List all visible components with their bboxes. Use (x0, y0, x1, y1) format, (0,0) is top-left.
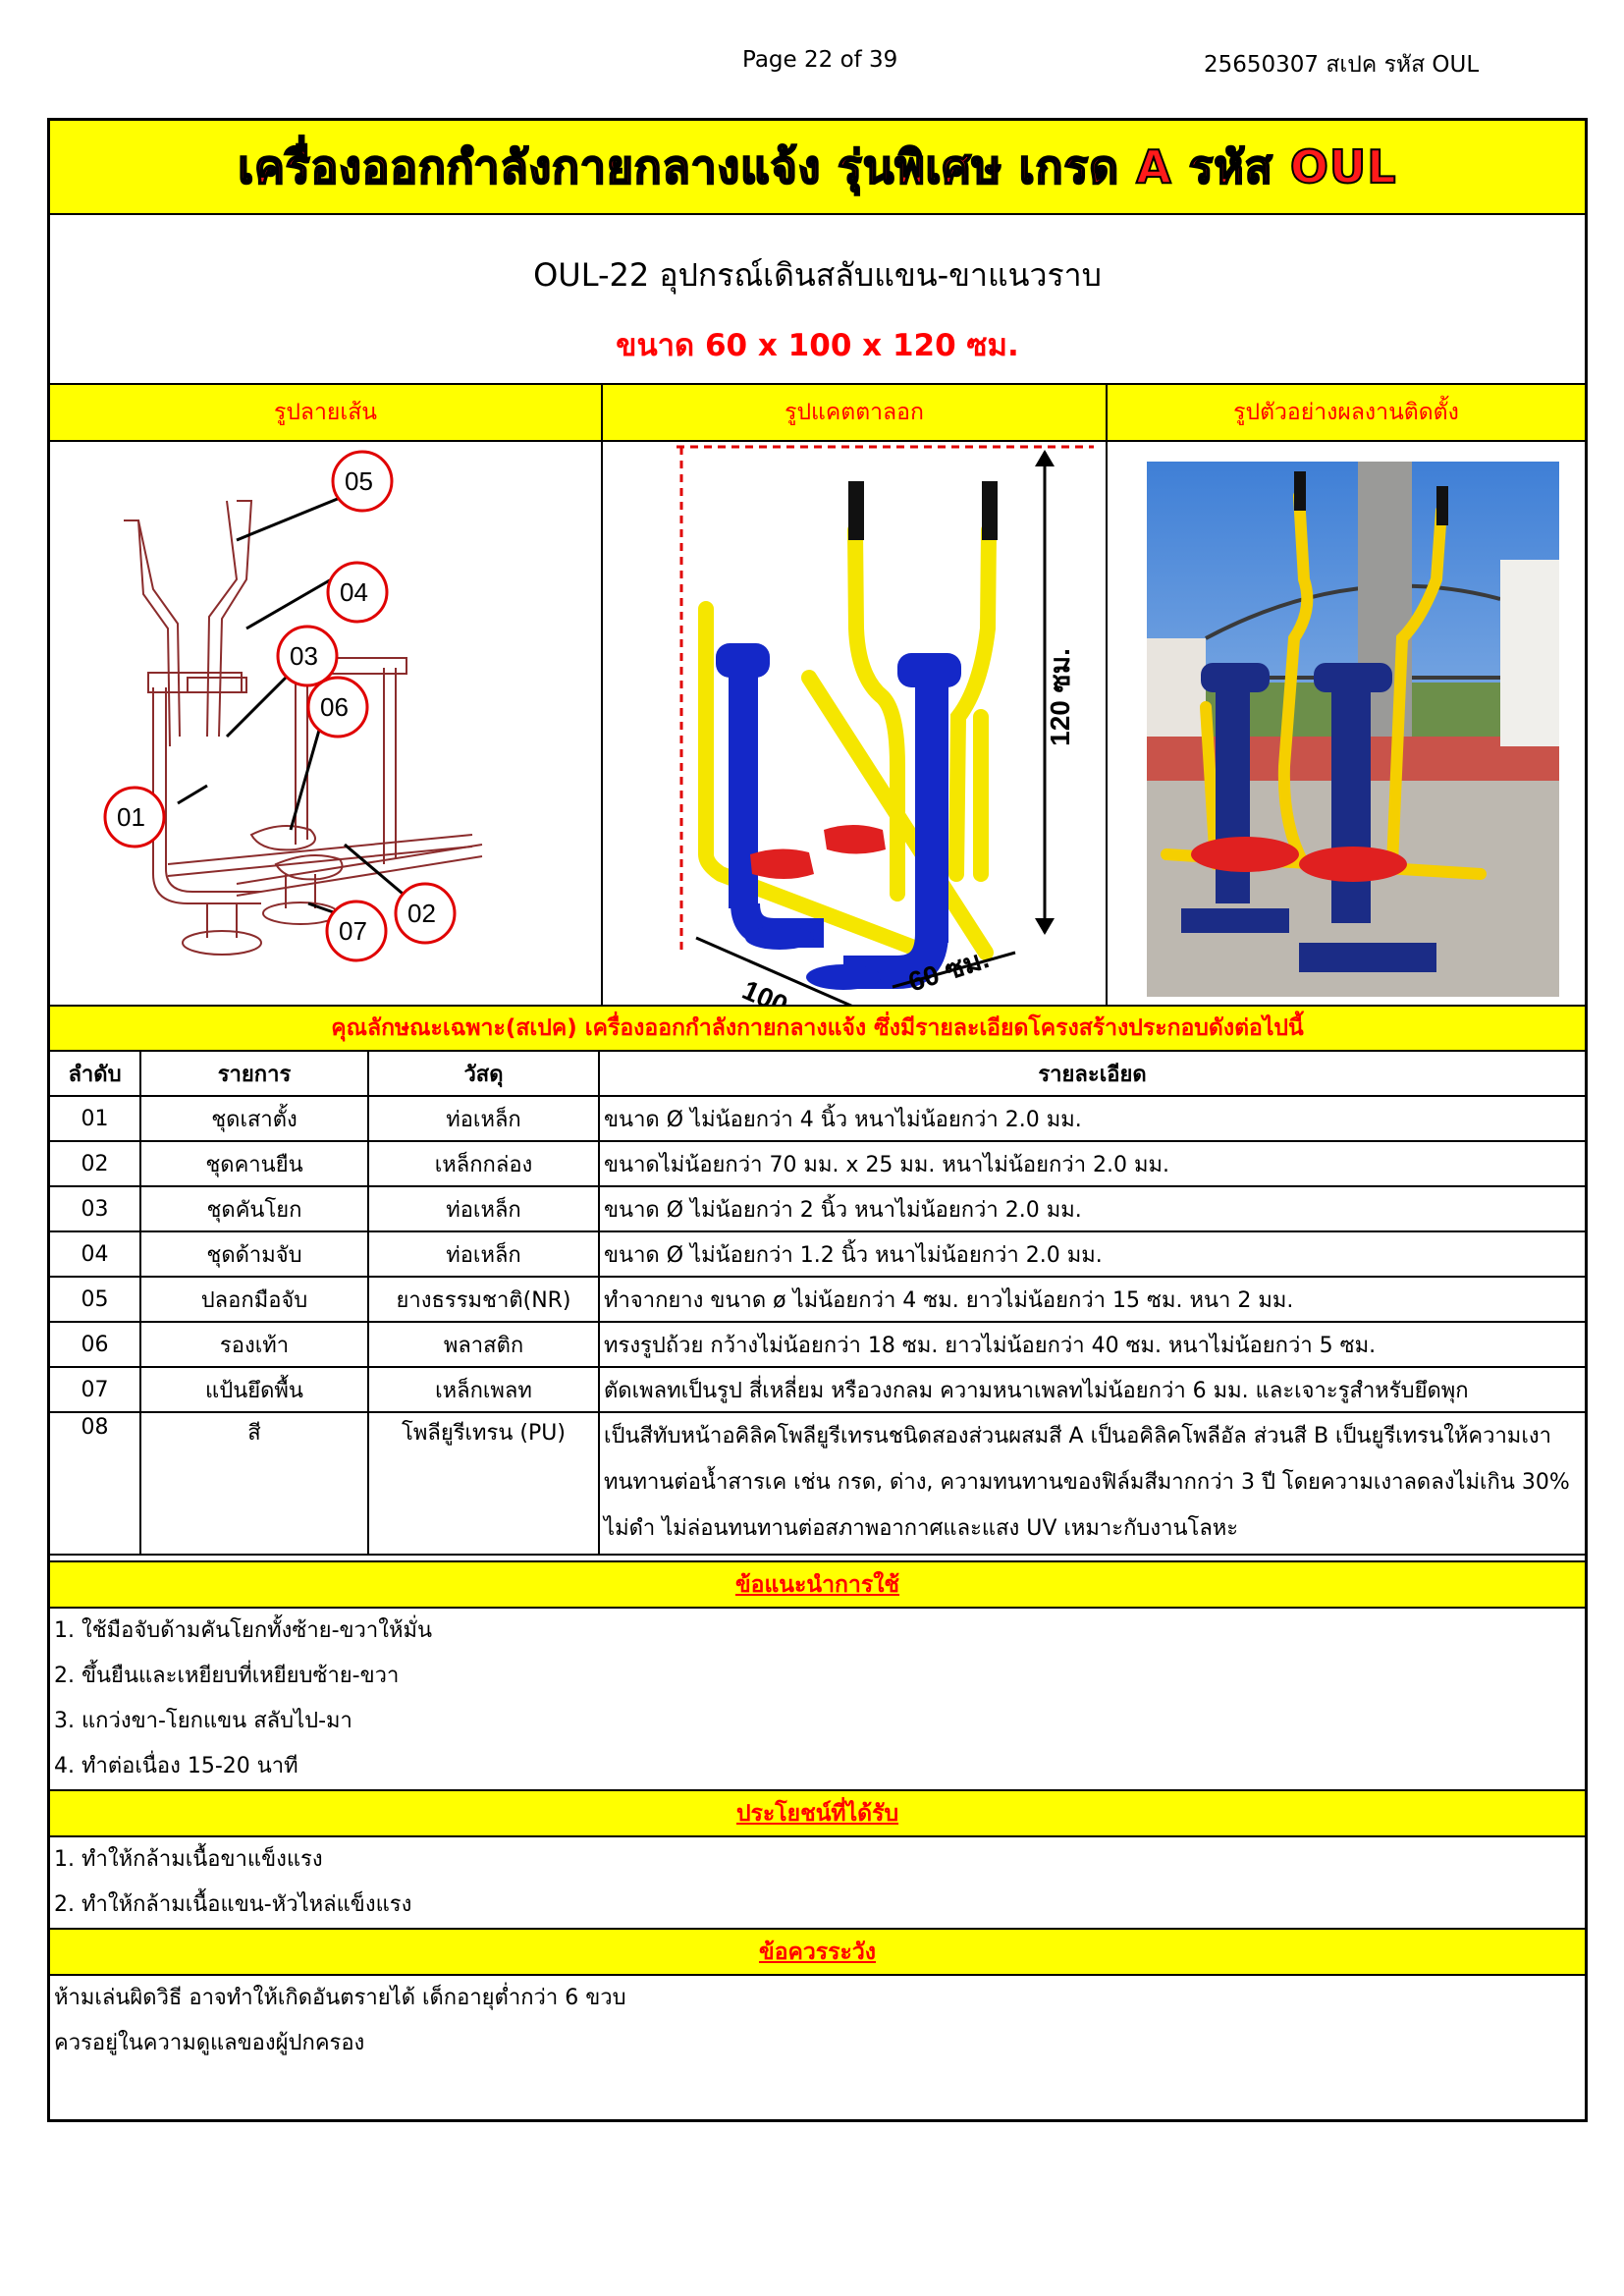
row-no: 04 (50, 1231, 140, 1277)
row-no: 02 (50, 1141, 140, 1186)
usage-list (50, 1607, 1585, 1789)
row-no: 06 (50, 1322, 140, 1367)
document-code: 25650307 สเปค รหัส OUL (1204, 52, 1480, 78)
row-no: 07 (50, 1367, 140, 1412)
benefits-list (50, 1835, 1585, 1928)
list-item: 3. แกว่งขา-โยกแขน สลับไป-มา (54, 1709, 352, 1733)
product-heading (50, 213, 1585, 383)
row-material: ท่อเหล็ก (368, 1186, 599, 1231)
row-detail: ขนาด Ø ไม่น้อยกว่า 2 นิ้ว หนาไม่น้อยกว่า 2.0 มม. (599, 1186, 1585, 1231)
row-item: ชุดคันโยก (140, 1186, 368, 1231)
row-item: ชุดเสาตั้ง (140, 1096, 368, 1141)
line-drawing-cell (50, 442, 603, 1005)
row-detail: ขนาดไม่น้อยกว่า 70 มม. x 25 มม. หนาไม่น้อยกว่า 2.0 มม. (599, 1141, 1585, 1186)
list-item: 1. ใช้มือจับด้ามคันโยกทั้งซ้าย-ขวาให้มั่น (54, 1618, 433, 1643)
product-title: OUL-22 อุปกรณ์เดินสลับแขน-ขาแนวราบ (533, 256, 1102, 294)
header-item: รายการ (140, 1051, 368, 1096)
row-no: 08 (50, 1412, 140, 1555)
row-no: 03 (50, 1186, 140, 1231)
spec-table (50, 1050, 1585, 1556)
banner (50, 121, 1585, 213)
callout-01: 01 (117, 802, 145, 832)
col-line-drawing: รูปลายเส้น (50, 385, 603, 440)
installation-photo (1108, 442, 1585, 1005)
col-installation: รูปตัวอย่างผลงานติดตั้ง (1233, 400, 1459, 425)
product-size: ขนาด 60 x 100 x 120 ซม. (616, 328, 1019, 363)
table-row (50, 1231, 1585, 1277)
table-row (50, 1186, 1585, 1231)
table-row (50, 1141, 1585, 1186)
row-material: ท่อเหล็ก (368, 1096, 599, 1141)
caution-list (50, 1974, 1585, 2066)
list-item: 1. ทำให้กล้ามเนื้อขาแข็งแรง (54, 1847, 323, 1872)
callout-07: 07 (339, 916, 367, 946)
callout-06: 06 (320, 692, 349, 722)
row-no: 05 (50, 1277, 140, 1322)
row-no: 01 (50, 1096, 140, 1141)
image-column-headers (50, 383, 1585, 440)
dim-width: 60 ซม. (904, 943, 993, 998)
row-detail: ตัดเพลทเป็นรูป สี่เหลี่ยม หรือวงกลม ความหนาเพลทไม่น้อยกว่า 6 มม. และเจาะรูสำหรับยึดพุก (599, 1367, 1585, 1412)
list-item: 4. ทำต่อเนื่อง 15-20 นาที (54, 1754, 298, 1778)
callout-04: 04 (340, 577, 368, 607)
table-row (50, 1096, 1585, 1141)
row-material: พลาสติก (368, 1322, 599, 1367)
callout-03: 03 (290, 641, 318, 671)
spec-sheet (47, 118, 1588, 2122)
caution-heading: ข้อควรระวัง (50, 1928, 1585, 1974)
row-item: แป้นยึดพื้น (140, 1367, 368, 1412)
header-detail: รายละเอียด (599, 1051, 1585, 1096)
row-material: ยางธรรมชาติ(NR) (368, 1277, 599, 1322)
table-row (50, 1412, 1585, 1555)
row-detail: ทำจากยาง ขนาด ø ไม่น้อยกว่า 4 ซม. ยาวไม่น้อยกว่า 15 ซม. หนา 2 มม. (599, 1277, 1585, 1322)
row-item: ชุดคานยืน (140, 1141, 368, 1186)
image-row (50, 440, 1585, 1005)
table-row (50, 1322, 1585, 1367)
header-material: วัสดุ (368, 1051, 599, 1096)
usage-heading: ข้อแนะนำการใช้ (50, 1560, 1585, 1607)
row-detail: เป็นสีทับหน้าอคิลิคโพลียูรีเทรนชนิดสองส่วนผสมสี A เป็นอคิลิคโพลีอัล ส่วนสี B เป็นยูรีเทรนให้ความเงาทนทานต่อน้ำสารเค เช่น กรด, ด่าง, ความทนทานของฟิล์มสีมากกว่า 3 ปี โดยความเงาลดลงไม่เกิน 30% ไม่ดำ ไม่ล่อนทนทานต่อสภาพอากาศและแสง UV เหมาะกับงานโลหะ (599, 1412, 1585, 1555)
row-detail: ขนาด Ø ไม่น้อยกว่า 1.2 นิ้ว หนาไม่น้อยกว่า 2.0 มม. (599, 1231, 1585, 1277)
catalog-cell (603, 442, 1108, 1005)
usage-section (50, 1560, 1585, 2066)
spec-heading: คุณลักษณะเฉพาะ(สเปค) เครื่องออกกำลังกายกลางแจ้ง ซึ่งมีรายละเอียดโครงสร้างประกอบดังต่อไปนี้ (50, 1005, 1585, 1050)
list-item: ควรอยู่ในความดูแลของผู้ปกครอง (54, 2031, 365, 2055)
spec-table-header (50, 1051, 1585, 1096)
row-detail: ทรงรูปถ้วย กว้างไม่น้อยกว่า 18 ซม. ยาวไม่น้อยกว่า 40 ซม. หนาไม่น้อยกว่า 5 ซม. (599, 1322, 1585, 1367)
list-item: 2. ขึ้นยืนและเหยียบที่เหยียบซ้าย-ขวา (54, 1664, 400, 1688)
row-item: สี (140, 1412, 368, 1555)
callout-05: 05 (345, 466, 373, 496)
header-no: ลำดับ (50, 1051, 140, 1096)
banner-title: เครื่องออกกำลังกายกลางแจ้ง รุ่นพิเศษ เกรด A รหัส OUL (238, 139, 1397, 193)
table-row (50, 1367, 1585, 1412)
list-item: ห้ามเล่นผิดวิธี อาจทำให้เกิดอันตรายได้ เด็กอายุต่ำกว่า 6 ขวบ (54, 1986, 626, 2010)
col-catalog: รูปแคตตาลอก (603, 385, 1108, 440)
callout-02: 02 (407, 899, 436, 928)
row-material: โพลียูรีเทรน (PU) (368, 1412, 599, 1555)
row-material: ท่อเหล็ก (368, 1231, 599, 1277)
benefits-heading: ประโยชน์ที่ได้รับ (50, 1789, 1585, 1835)
installation-photo-cell (1108, 442, 1585, 1005)
row-item: รองเท้า (140, 1322, 368, 1367)
row-item: ชุดด้ามจับ (140, 1231, 368, 1277)
catalog-render (603, 442, 1106, 1005)
dim-height: 120 ซม. (1045, 648, 1075, 746)
row-item: ปลอกมือจับ (140, 1277, 368, 1322)
list-item: 2. ทำให้กล้ามเนื้อแขน-หัวไหล่แข็งแรง (54, 1892, 412, 1917)
row-material: เหล็กเพลท (368, 1367, 599, 1412)
line-drawing (50, 442, 601, 1005)
row-detail: ขนาด Ø ไม่น้อยกว่า 4 นิ้ว หนาไม่น้อยกว่า 2.0 มม. (599, 1096, 1585, 1141)
table-row (50, 1277, 1585, 1322)
page-number: Page 22 of 39 (742, 47, 898, 73)
row-material: เหล็กกล่อง (368, 1141, 599, 1186)
